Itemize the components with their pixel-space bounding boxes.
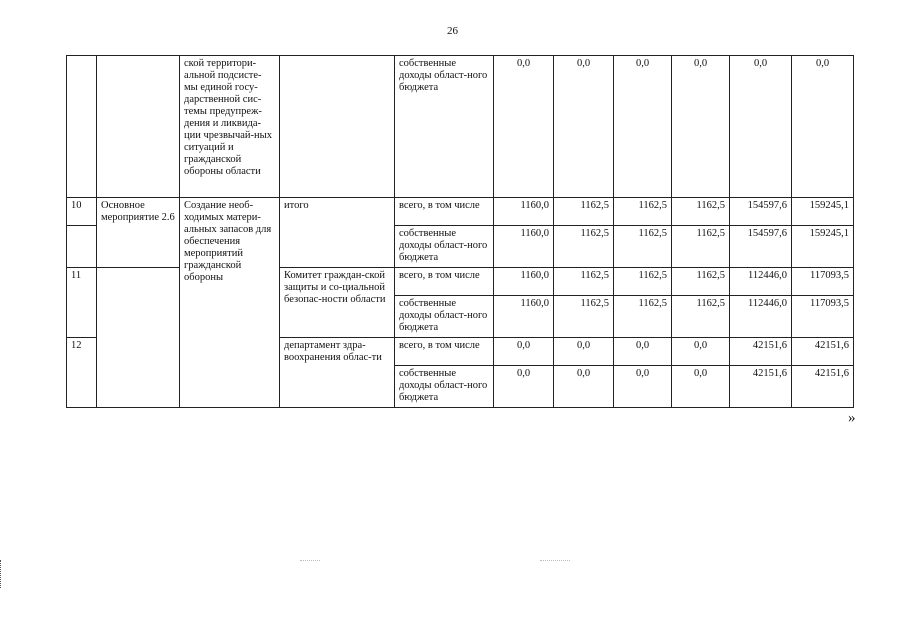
num-cell (67, 56, 97, 198)
value-cell: 159245,1 (792, 198, 854, 226)
value-cell: 1162,5 (554, 198, 614, 226)
value-cell: 0,0 (730, 56, 792, 198)
value-cell: 1162,5 (554, 296, 614, 338)
item-cell (97, 268, 180, 408)
value-cell: 1162,5 (614, 198, 672, 226)
value-cell: 154597,6 (730, 226, 792, 268)
source-cell: всего, в том числе (395, 338, 494, 366)
item-cell (97, 56, 180, 198)
value-cell: 1162,5 (672, 296, 730, 338)
margin-mark (0, 560, 3, 588)
value-cell: 1162,5 (554, 226, 614, 268)
value-cell: 1160,0 (494, 226, 554, 268)
budget-table (66, 55, 854, 408)
value-cell: 1162,5 (672, 198, 730, 226)
executor-cell: департамент здра-воохранения облас-ти (280, 338, 395, 408)
source-cell: собственные доходы област-ного бюджета (395, 296, 494, 338)
scan-artifact (540, 560, 570, 562)
value-cell: 0,0 (494, 366, 554, 408)
value-cell: 0,0 (672, 366, 730, 408)
closing-quote: » (848, 410, 856, 426)
value-cell: 0,0 (672, 338, 730, 366)
row-number: 12 (67, 338, 97, 408)
scan-artifact (300, 560, 320, 562)
source-cell: собственные доходы област-ного бюджета (395, 226, 494, 268)
value-cell: 1162,5 (614, 296, 672, 338)
source-cell: собственные доходы област-ного бюджета (395, 56, 494, 198)
value-cell: 42151,6 (792, 366, 854, 408)
value-cell: 0,0 (554, 56, 614, 198)
row-number: 11 (67, 268, 97, 338)
row-number: 10 (67, 198, 97, 226)
value-cell: 117093,5 (792, 296, 854, 338)
source-cell: собственные доходы област-ного бюджета (395, 366, 494, 408)
executor-cell (280, 56, 395, 198)
value-cell: 42151,6 (730, 338, 792, 366)
executor-cell: итого (280, 198, 395, 268)
name-cell: Создание необ-ходимых матери-альных запасов для обеспечения мероприятий гражданской обороны (180, 198, 280, 408)
value-cell: 0,0 (494, 56, 554, 198)
value-cell: 1160,0 (494, 198, 554, 226)
value-cell: 0,0 (614, 56, 672, 198)
value-cell: 0,0 (672, 56, 730, 198)
value-cell: 0,0 (494, 338, 554, 366)
value-cell: 159245,1 (792, 226, 854, 268)
source-cell: всего, в том числе (395, 198, 494, 226)
name-cell: ской территори-альной подсисте-мы единой госу-дарственной сис-темы предупреж-дения и ликвида-ции чрезвычай-ных ситуаций и гражданской обороны области (180, 56, 280, 198)
value-cell: 112446,0 (730, 296, 792, 338)
value-cell: 42151,6 (730, 366, 792, 408)
value-cell: 0,0 (792, 56, 854, 198)
value-cell: 1160,0 (494, 296, 554, 338)
table-row (67, 198, 854, 226)
value-cell: 112446,0 (730, 268, 792, 296)
item-cell: Основное мероприятие 2.6 (97, 198, 180, 268)
page-number: 26 (447, 25, 458, 37)
value-cell: 1162,5 (672, 226, 730, 268)
executor-cell: Комитет граждан-ской защиты и со-циальной безопас-ности области (280, 268, 395, 338)
source-cell: всего, в том числе (395, 268, 494, 296)
table-row (67, 56, 854, 198)
value-cell: 117093,5 (792, 268, 854, 296)
value-cell: 42151,6 (792, 338, 854, 366)
value-cell: 1162,5 (614, 226, 672, 268)
value-cell: 1162,5 (672, 268, 730, 296)
value-cell: 154597,6 (730, 198, 792, 226)
value-cell: 1162,5 (554, 268, 614, 296)
value-cell: 1160,0 (494, 268, 554, 296)
value-cell: 0,0 (614, 338, 672, 366)
value-cell: 0,0 (614, 366, 672, 408)
value-cell: 1162,5 (614, 268, 672, 296)
num-cell (67, 226, 97, 268)
value-cell: 0,0 (554, 338, 614, 366)
value-cell: 0,0 (554, 366, 614, 408)
